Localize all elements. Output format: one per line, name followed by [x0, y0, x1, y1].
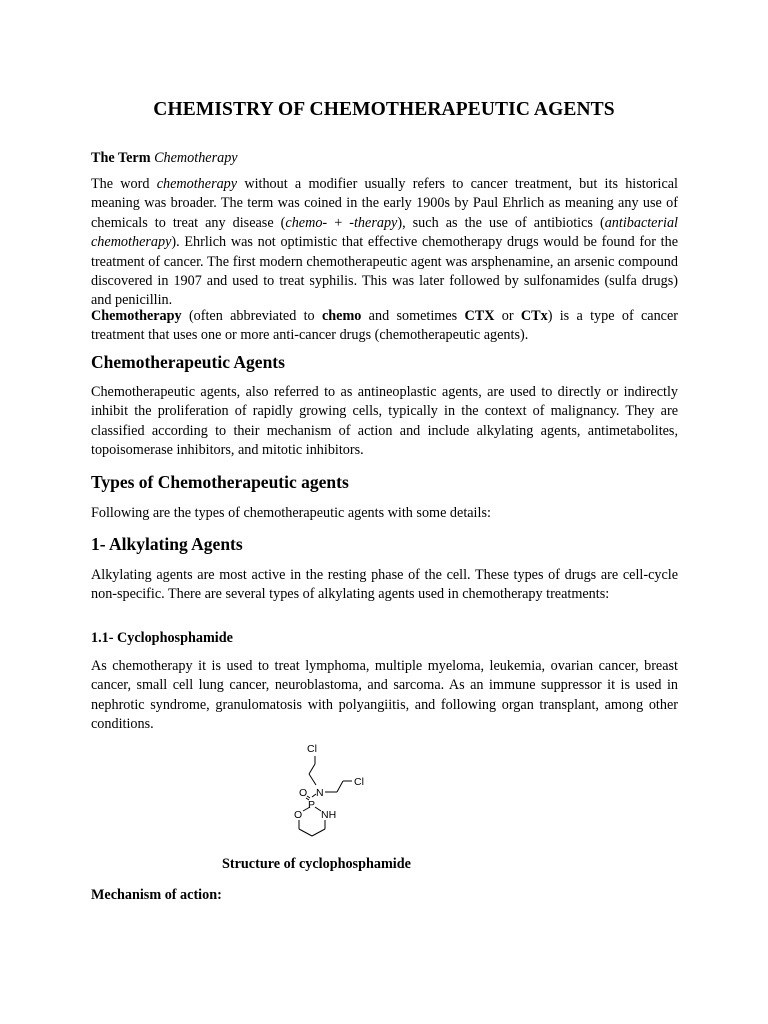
text-run: ) is a type of cancer treatment that uses one or more anti-cancer drugs (chemotherapeutic agents).	[91, 308, 678, 344]
text-run: or	[494, 308, 521, 324]
text-run: +	[327, 214, 350, 231]
text-run: The word	[91, 176, 157, 192]
italic-run: chemotherapy	[156, 176, 238, 192]
label-o-double: O	[299, 787, 308, 799]
bold-run: Chemotherapy	[91, 308, 182, 324]
bold-run: CTX	[464, 308, 495, 324]
paragraph-types: Following are the types of chemotherapeutic agents with some details:	[91, 505, 491, 521]
label-n: N	[316, 787, 324, 799]
label-p: P	[308, 799, 316, 811]
term-heading-italic: Chemotherapy	[154, 150, 238, 166]
term-heading	[91, 150, 238, 167]
structure-caption: Structure of cyclophosphamide	[222, 856, 411, 872]
term-heading-prefix: The Term	[91, 150, 155, 166]
italic-run: chemo-	[285, 214, 328, 231]
mechanism-heading: Mechanism of action:	[91, 887, 222, 903]
text-run: (often abbreviated to	[181, 308, 322, 324]
label-nh: NH	[321, 809, 337, 821]
text-run: and sometimes	[361, 308, 465, 324]
section-heading-agents: Chemotherapeutic Agents	[91, 352, 285, 372]
label-o-ring: O	[294, 809, 303, 821]
section-heading-types: Types of Chemotherapeutic agents	[91, 472, 349, 492]
label-cl-side: Cl	[354, 776, 364, 788]
paragraph-alkylating: Alkylating agents are most active in the resting phase of the cell. These types of drugs are cell-cycle non-specific. There are several types of alkylating agents used in chemotherapy treatments:	[91, 567, 678, 603]
bold-run: chemo	[321, 308, 362, 324]
label-cl-top: Cl	[307, 743, 317, 755]
subsection-heading-cyclophosphamide: 1.1- Cyclophosphamide	[91, 630, 233, 646]
italic-run: antibacterial chemotherapy	[91, 214, 678, 251]
paragraph-definition	[91, 307, 678, 346]
paragraph-agents: Chemotherapeutic agents, also referred to as antineoplastic agents, are used to directly or indirectly inhibit the proliferation of rapidly growing cells, typically in the context of malignancy. They are classified according to their mechanism of action and include alkylating agents, antimetabolites, topoisomerase inhibitors, and mitotic inhibitors.	[91, 384, 678, 459]
document-title: CHEMISTRY OF CHEMOTHERAPEUTIC AGENTS	[153, 99, 615, 120]
italic-run: -therapy	[349, 214, 398, 231]
cyclophosphamide-structure-diagram	[285, 738, 385, 843]
text-run: ), such as the use of antibiotics (	[397, 214, 605, 231]
paragraph-cyclophosphamide: As chemotherapy it is used to treat lymphoma, multiple myeloma, leukemia, ovarian cancer, breast cancer, small cell lung cancer, neuroblastoma, and sarcoma. As an immune suppressor it is used in nephrotic syndrome, granulomatosis with polyangiitis, and following organ transplant, among other conditions.	[91, 658, 678, 733]
text-run: ). Ehrlich was not optimistic that effective chemotherapy drugs would be found for the treatment of cancer. The first modern chemotherapeutic agent was arsphenamine, an arsenic compound discovered in 1907 and used to treat syphilis. This was later followed by sulfonamides (sulfa drugs) and penicillin.	[91, 234, 678, 309]
text-run: without a modifier usually refers to cancer treatment, but its historical meaning was broader. The term was coined in the early 1900s by Paul Ehrlich as meaning any use of chemicals to treat any disease (	[91, 176, 678, 231]
bold-run: CTx	[520, 308, 548, 324]
paragraph-term-history	[91, 175, 678, 311]
section-heading-alkylating: 1- Alkylating Agents	[91, 534, 243, 554]
